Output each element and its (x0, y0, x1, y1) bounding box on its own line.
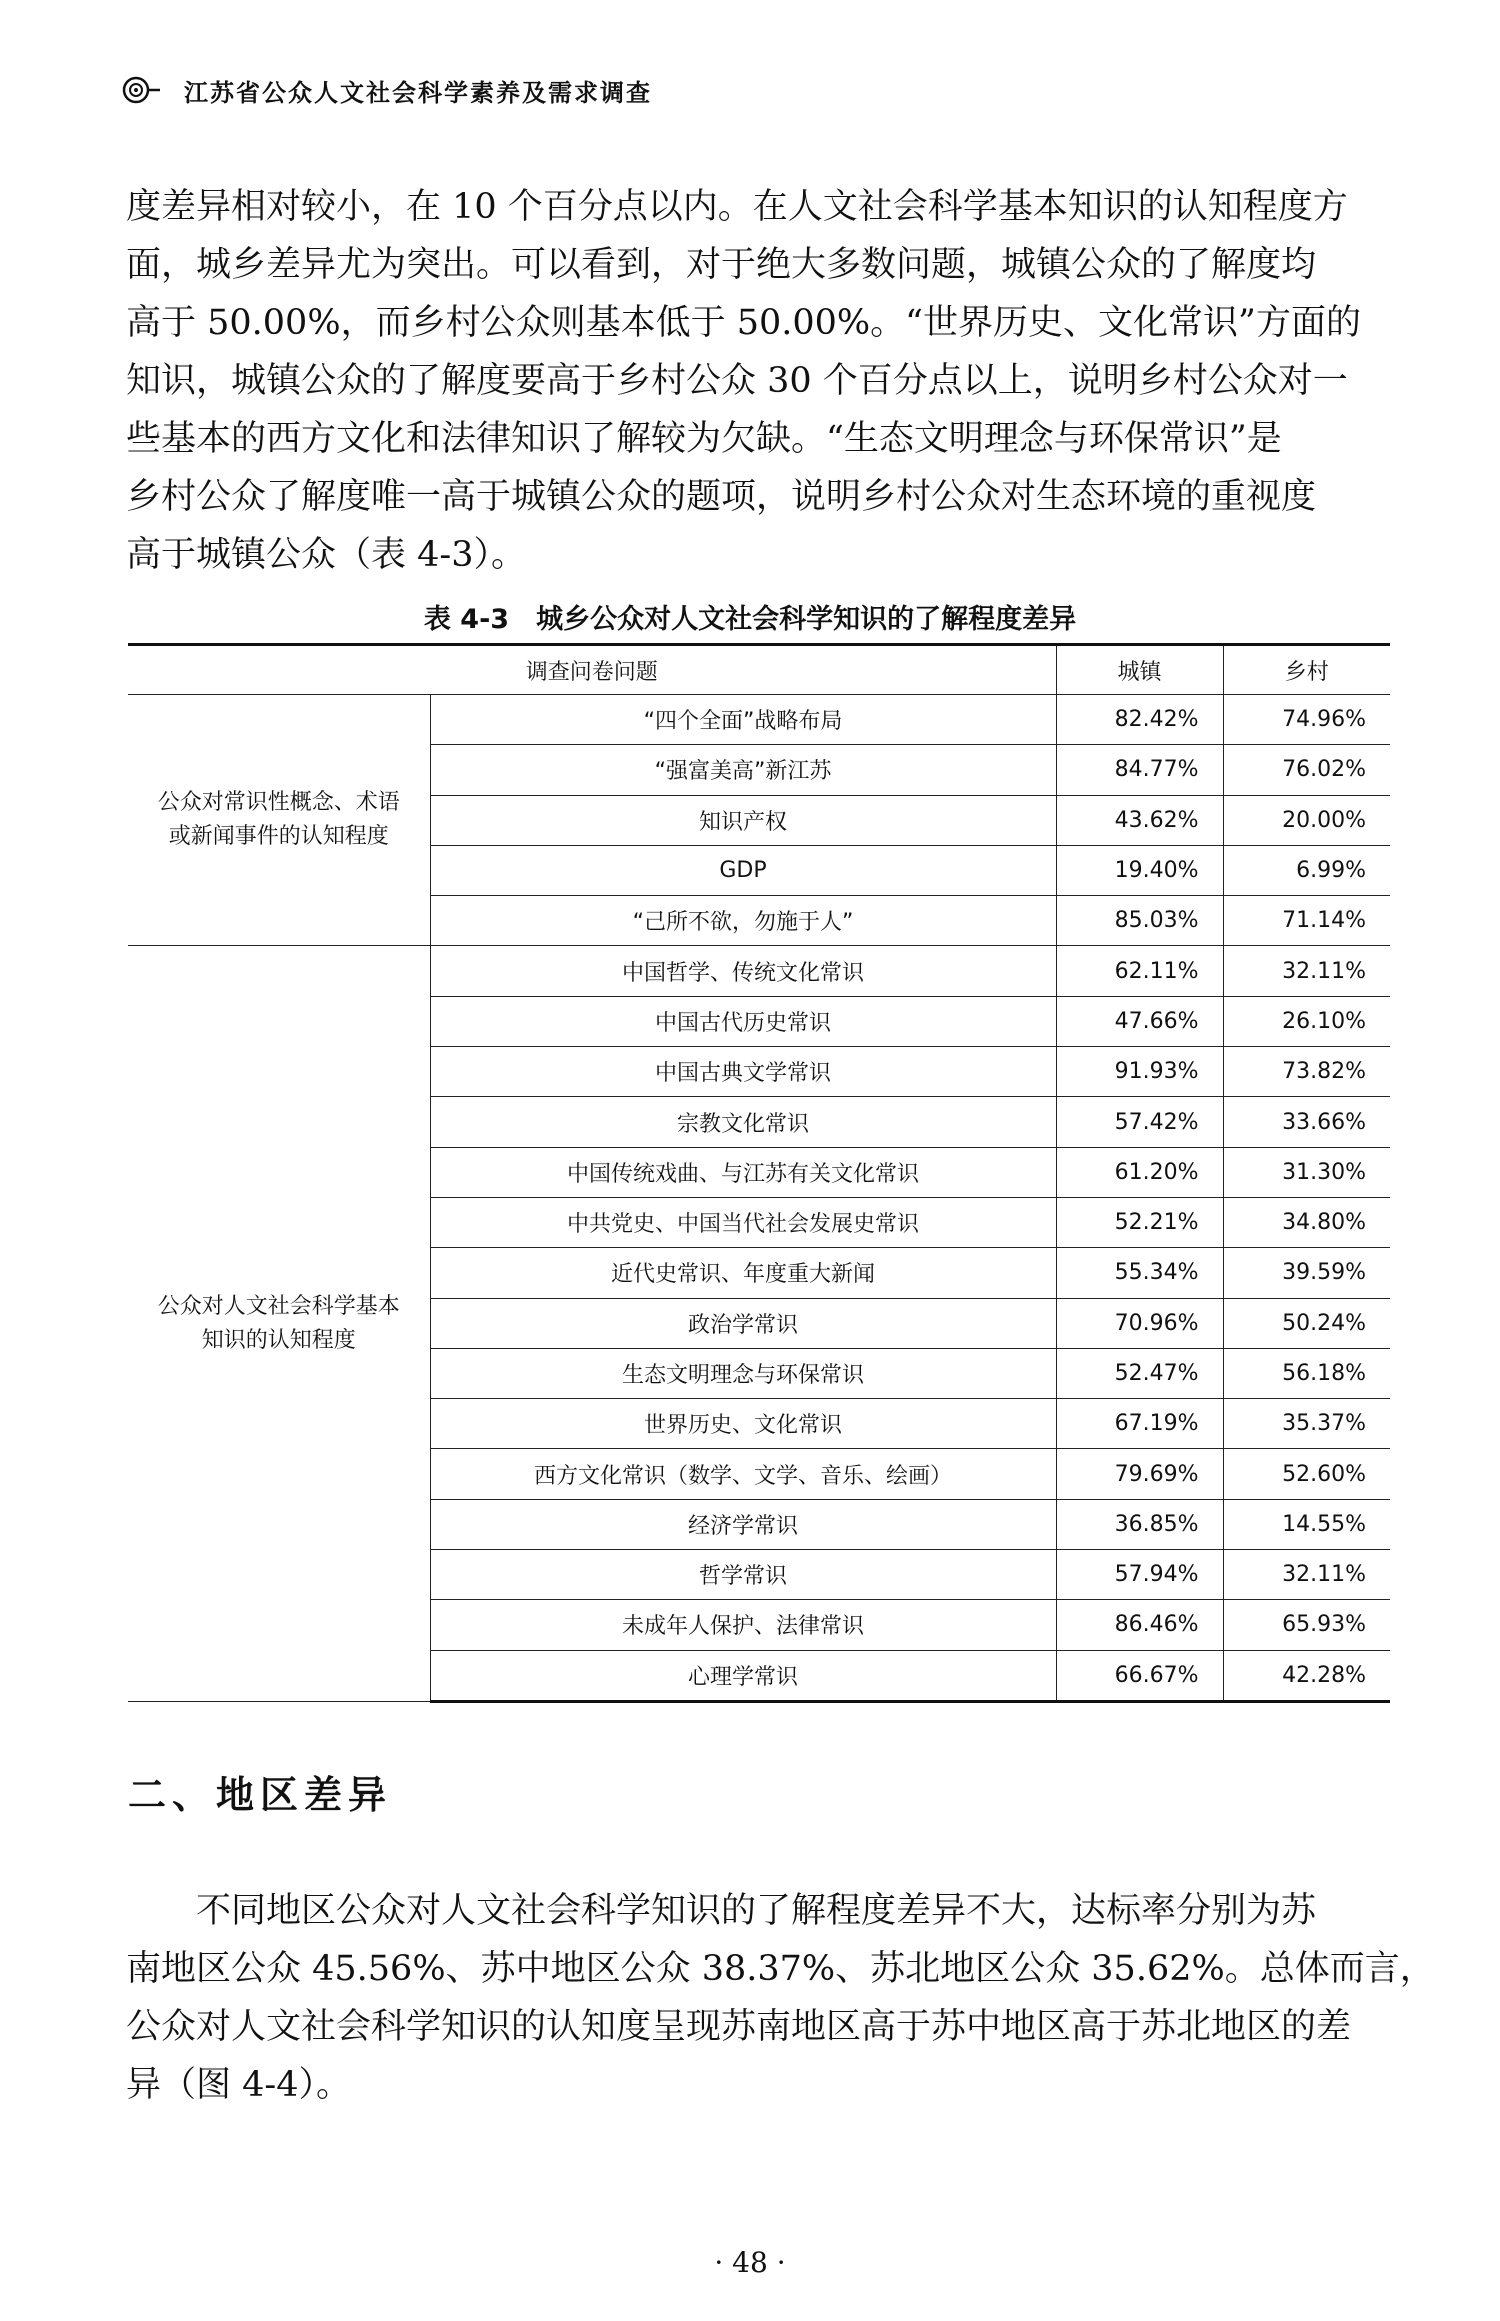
group-label-line: 知识的认知程度 (201, 1327, 356, 1353)
row-rural: 65.93% (1223, 1600, 1390, 1650)
row-item: 中国传统戏曲、与江苏有关文化常识 (430, 1147, 1056, 1197)
row-rural: 33.66% (1223, 1097, 1390, 1147)
row-item: 生态文明理念与环保常识 (430, 1348, 1056, 1398)
row-urban: 66.67% (1056, 1650, 1223, 1701)
row-rural: 34.80% (1223, 1197, 1390, 1247)
table-row (128, 695, 1390, 745)
urban-rural-table (128, 643, 1390, 1703)
row-urban: 52.21% (1056, 1197, 1223, 1247)
row-urban: 47.66% (1056, 996, 1223, 1046)
paragraph-line: 异（图 4-4）。 (126, 2065, 351, 2105)
row-rural: 39.59% (1223, 1248, 1390, 1298)
row-rural: 73.82% (1223, 1047, 1390, 1097)
group-label-common-concepts (128, 695, 430, 946)
running-header (120, 70, 652, 110)
row-urban: 57.94% (1056, 1550, 1223, 1600)
row-rural: 32.11% (1223, 946, 1390, 996)
row-urban: 86.46% (1056, 1600, 1223, 1650)
row-item: 宗教文化常识 (430, 1097, 1056, 1147)
page-number: · 48 · (714, 2246, 786, 2279)
row-rural: 50.24% (1223, 1298, 1390, 1348)
row-rural: 32.11% (1223, 1550, 1390, 1600)
row-item: 知识产权 (430, 795, 1056, 845)
row-item: GDP (430, 845, 1056, 895)
group-label-line: 或新闻事件的认知程度 (168, 824, 389, 850)
paragraph-line: 知识，城镇公众的了解度要高于乡村公众 30 个百分点以上，说明乡村公众对一 (126, 361, 1348, 401)
row-rural: 14.55% (1223, 1499, 1390, 1549)
header-rural: 乡村 (1223, 645, 1390, 695)
header-urban: 城镇 (1056, 645, 1223, 695)
row-urban: 19.40% (1056, 845, 1223, 895)
row-urban: 85.03% (1056, 896, 1223, 946)
row-item: 经济学常识 (430, 1499, 1056, 1549)
table-header-row (128, 645, 1390, 695)
book-series-logo-icon (120, 70, 160, 110)
table-row (128, 946, 1390, 996)
group-label-line: 公众对人文社会科学基本 (157, 1293, 400, 1319)
paragraph-line: 乡村公众了解度唯一高于城镇公众的题项，说明乡村公众对生态环境的重视度 (126, 477, 1317, 517)
row-rural: 56.18% (1223, 1348, 1390, 1398)
row-item: 政治学常识 (430, 1298, 1056, 1348)
row-item: 近代史常识、年度重大新闻 (430, 1248, 1056, 1298)
row-item: 中国古典文学常识 (430, 1047, 1056, 1097)
paragraph-line: 面，城乡差异尤为突出。可以看到，对于绝大多数问题，城镇公众的了解度均 (126, 245, 1317, 285)
row-urban: 52.47% (1056, 1348, 1223, 1398)
header-question: 调查问卷问题 (128, 645, 1056, 695)
row-urban: 61.20% (1056, 1147, 1223, 1197)
row-item: 心理学常识 (430, 1650, 1056, 1701)
group-label-basic-knowledge (128, 946, 430, 1701)
row-item: “四个全面”战略布局 (430, 695, 1056, 745)
row-rural: 71.14% (1223, 896, 1390, 946)
row-item: 中共党史、中国当代社会发展史常识 (430, 1197, 1056, 1247)
row-urban: 82.42% (1056, 695, 1223, 745)
row-item: 世界历史、文化常识 (430, 1399, 1056, 1449)
row-urban: 91.93% (1056, 1047, 1223, 1097)
row-urban: 43.62% (1056, 795, 1223, 845)
row-rural: 26.10% (1223, 996, 1390, 1046)
row-rural: 52.60% (1223, 1449, 1390, 1499)
row-rural: 74.96% (1223, 695, 1390, 745)
row-rural: 35.37% (1223, 1399, 1390, 1449)
paragraph-line: 不同地区公众对人文社会科学知识的了解程度差异不大，达标率分别为苏 (126, 1891, 1317, 1931)
row-urban: 79.69% (1056, 1449, 1223, 1499)
header-title: 江苏省公众人文社会科学素养及需求调查 (184, 77, 652, 107)
row-item: 中国古代历史常识 (430, 996, 1056, 1046)
row-urban: 67.19% (1056, 1399, 1223, 1449)
row-item: “强富美高”新江苏 (430, 745, 1056, 795)
row-urban: 57.42% (1056, 1097, 1223, 1147)
row-item: 中国哲学、传统文化常识 (430, 946, 1056, 996)
body-paragraph-1 (126, 178, 1390, 584)
group-label-line: 公众对常识性概念、术语 (157, 790, 400, 816)
row-rural: 20.00% (1223, 795, 1390, 845)
row-rural: 31.30% (1223, 1147, 1390, 1197)
paragraph-line: 些基本的西方文化和法律知识了解较为欠缺。“生态文明理念与环保常识”是 (126, 419, 1282, 459)
row-urban: 62.11% (1056, 946, 1223, 996)
section-heading: 二、地区差异 (128, 1773, 393, 1817)
row-urban: 55.34% (1056, 1248, 1223, 1298)
row-item: 未成年人保护、法律常识 (430, 1600, 1056, 1650)
row-urban: 36.85% (1056, 1499, 1223, 1549)
paragraph-line: 公众对人文社会科学知识的认知度呈现苏南地区高于苏中地区高于苏北地区的差 (126, 2007, 1352, 2047)
row-rural: 42.28% (1223, 1650, 1390, 1701)
body-paragraph-2 (126, 1882, 1435, 2114)
row-urban: 84.77% (1056, 745, 1223, 795)
row-rural: 76.02% (1223, 745, 1390, 795)
table-caption: 表 4-3 城乡公众对人文社会科学知识的了解程度差异 (423, 604, 1077, 635)
row-urban: 70.96% (1056, 1298, 1223, 1348)
paragraph-line: 度差异相对较小，在 10 个百分点以内。在人文社会科学基本知识的认知程度方 (126, 187, 1348, 227)
paragraph-line: 高于 50.00%，而乡村公众则基本低于 50.00%。“世界历史、文化常识”方面的 (126, 303, 1361, 343)
paragraph-line: 高于城镇公众（表 4-3）。 (126, 535, 526, 575)
row-item: 哲学常识 (430, 1550, 1056, 1600)
paragraph-line: 南地区公众 45.56%、苏中地区公众 38.37%、苏北地区公众 35.62%。总体而言， (126, 1949, 1435, 1989)
row-rural: 6.99% (1223, 845, 1390, 895)
row-item: “己所不欲，勿施于人” (430, 896, 1056, 946)
row-item: 西方文化常识（数学、文学、音乐、绘画） (430, 1449, 1056, 1499)
